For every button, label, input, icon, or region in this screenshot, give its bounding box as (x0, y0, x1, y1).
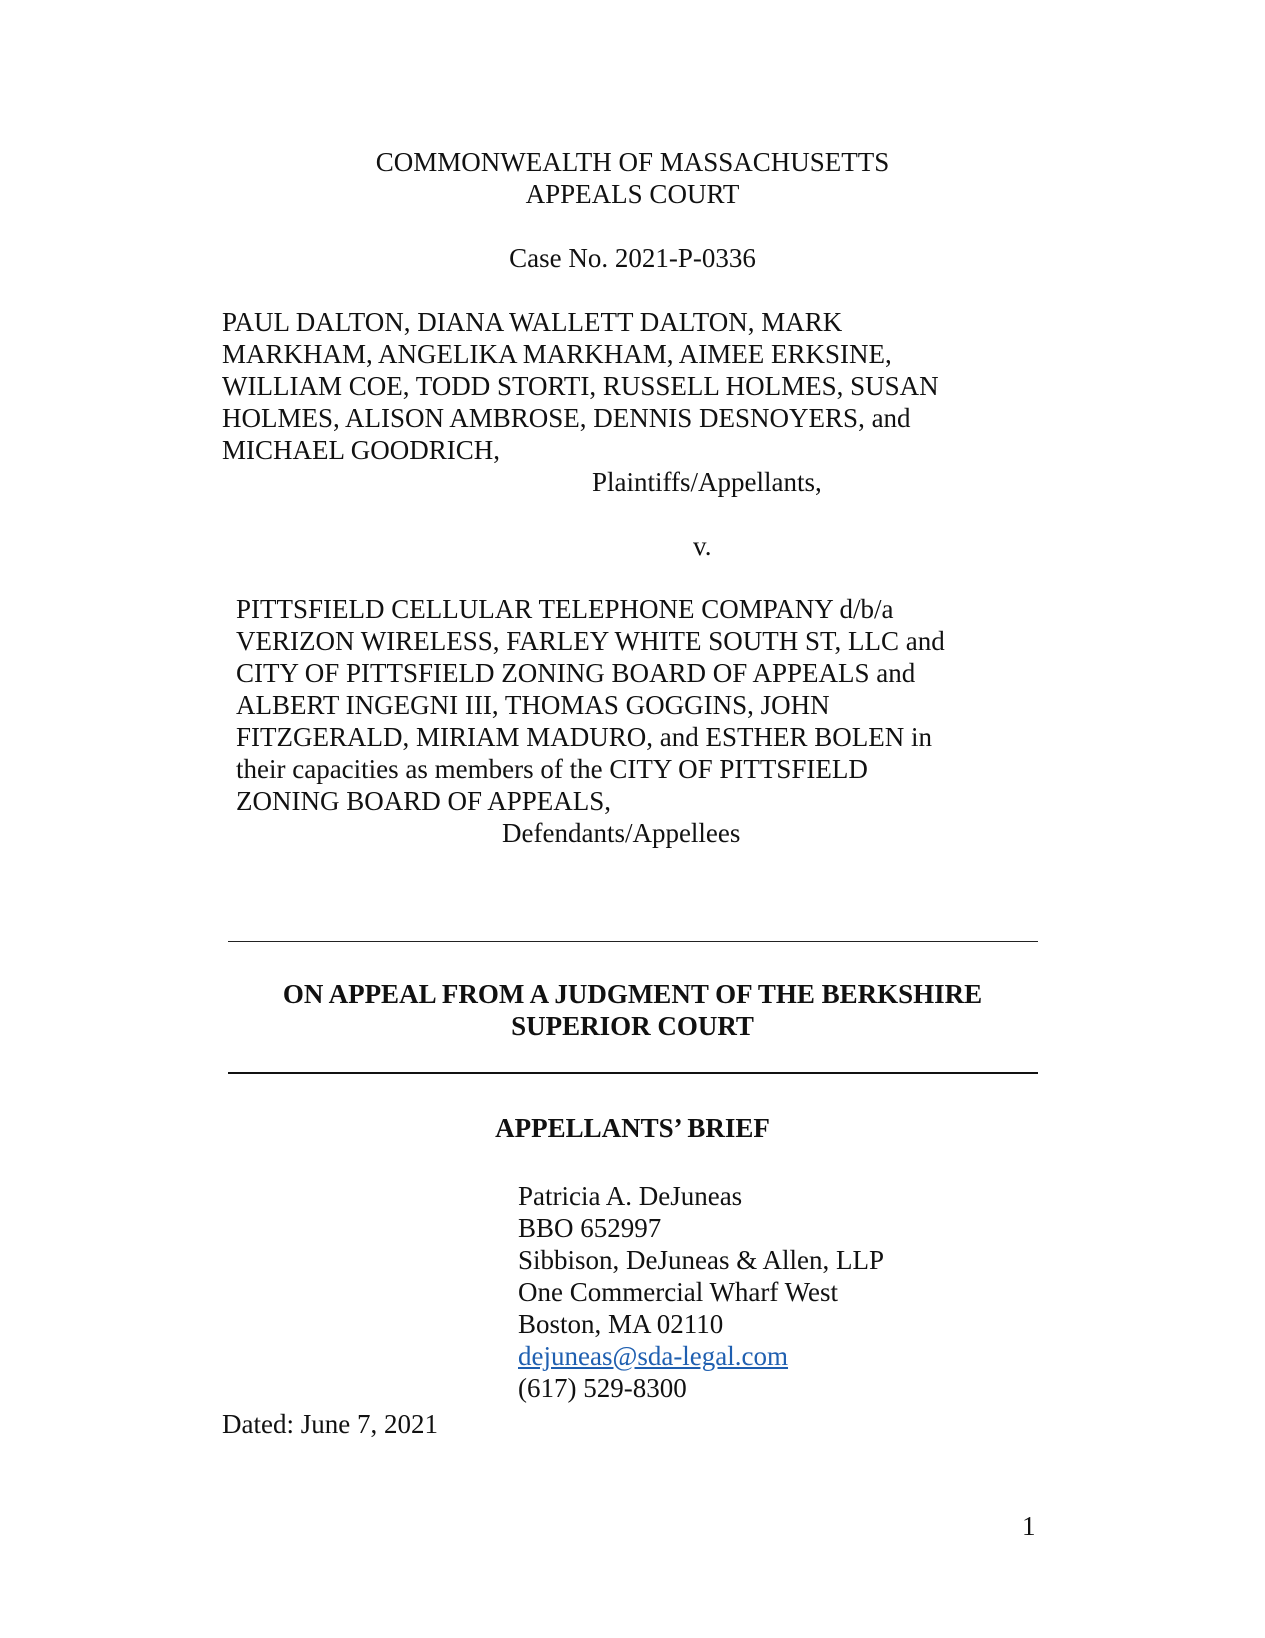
versus: v. (693, 531, 712, 561)
counsel-address-line1: One Commercial Wharf West (518, 1277, 838, 1307)
counsel-phone: (617) 529-8300 (518, 1373, 687, 1403)
plaintiffs-line: MICHAEL GOODRICH, (222, 435, 500, 465)
divider-bottom (228, 1072, 1038, 1074)
plaintiffs-line: HOLMES, ALISON AMBROSE, DENNIS DESNOYERS, and (222, 403, 911, 433)
counsel-block (518, 1180, 884, 1404)
defendants-role: Defendants/Appellees (502, 818, 741, 848)
page-number: 1 (1022, 1511, 1036, 1541)
dated-line: Dated: June 7, 2021 (222, 1409, 438, 1439)
brief-title: APPELLANTS’ BRIEF (495, 1113, 770, 1143)
plaintiffs-line: PAUL DALTON, DIANA WALLETT DALTON, MARK (222, 307, 843, 337)
plaintiffs-role: Plaintiffs/Appellants, (592, 467, 822, 497)
appeal-heading-line2: SUPERIOR COURT (511, 1011, 754, 1041)
defendants-line: their capacities as members of the CITY OF PITTSFIELD (236, 754, 868, 784)
plaintiffs-names (222, 306, 939, 466)
defendants-line: PITTSFIELD CELLULAR TELEPHONE COMPANY d/b/a (236, 594, 894, 624)
defendants-line: ZONING BOARD OF APPEALS, (236, 786, 612, 816)
counsel-address-line2: Boston, MA 02110 (518, 1309, 724, 1339)
appeal-heading-line1: ON APPEAL FROM A JUDGMENT OF THE BERKSHIRE (282, 979, 983, 1009)
case-number: Case No. 2021-P-0336 (509, 243, 756, 273)
plaintiffs-line: WILLIAM COE, TODD STORTI, RUSSELL HOLMES, SUSAN (222, 371, 939, 401)
defendants-names (236, 593, 945, 817)
counsel-email-link[interactable]: dejuneas@sda-legal.com (518, 1341, 789, 1371)
commonwealth-heading: COMMONWEALTH OF MASSACHUSETTS (375, 147, 890, 177)
counsel-bbo: BBO 652997 (518, 1213, 662, 1243)
divider-top (228, 941, 1038, 942)
defendants-line: CITY OF PITTSFIELD ZONING BOARD OF APPEALS and (236, 658, 916, 688)
counsel-firm: Sibbison, DeJuneas & Allen, LLP (518, 1245, 884, 1275)
court-heading: APPEALS COURT (525, 179, 740, 209)
defendants-line: VERIZON WIRELESS, FARLEY WHITE SOUTH ST, LLC and (236, 626, 945, 656)
plaintiffs-line: MARKHAM, ANGELIKA MARKHAM, AIMEE ERKSINE, (222, 339, 892, 369)
counsel-name: Patricia A. DeJuneas (518, 1181, 743, 1211)
defendants-line: FITZGERALD, MIRIAM MADURO, and ESTHER BOLEN in (236, 722, 932, 752)
defendants-line: ALBERT INGEGNI III, THOMAS GOGGINS, JOHN (236, 690, 830, 720)
